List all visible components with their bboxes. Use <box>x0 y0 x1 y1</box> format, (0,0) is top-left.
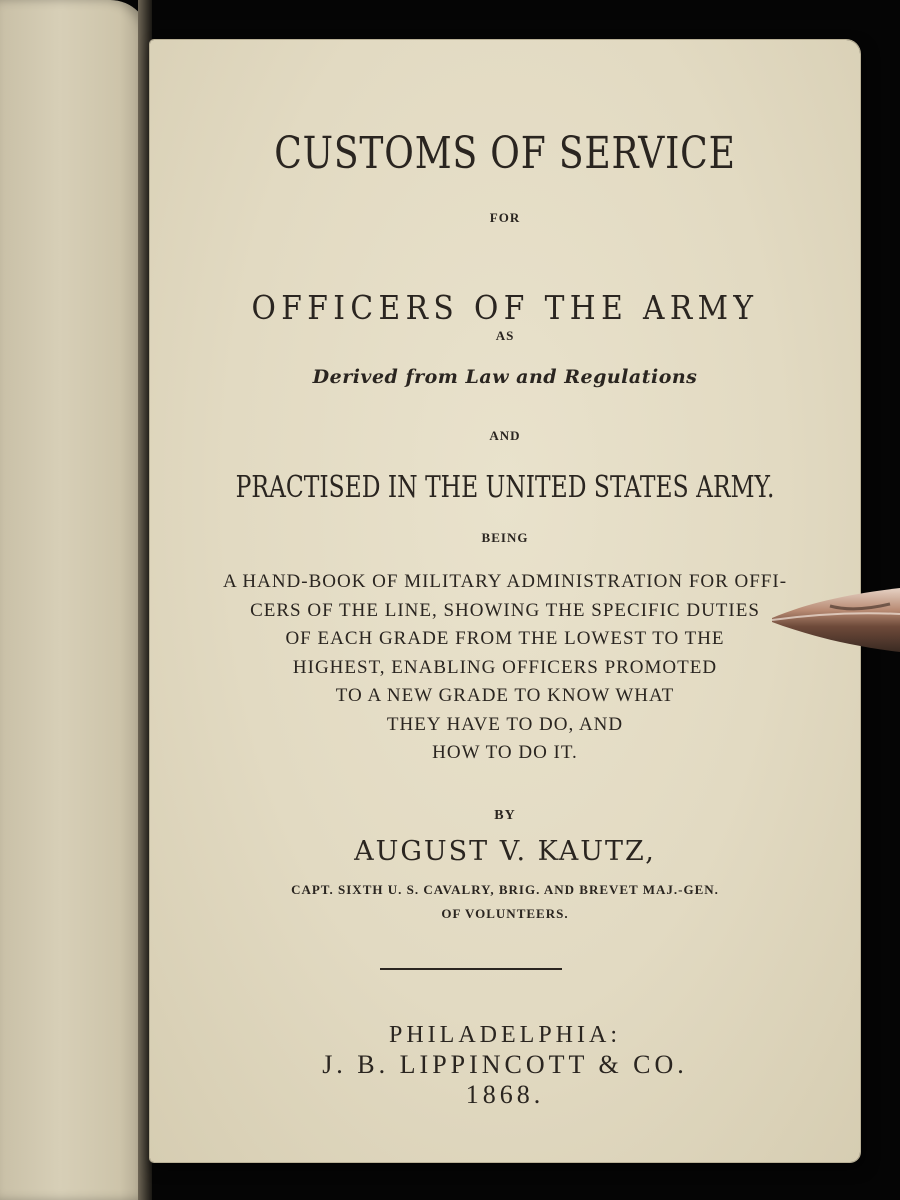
for-label: FOR <box>489 210 521 225</box>
rank-line: CAPT. SIXTH U. S. CAVALRY, BRIG. AND BREVET MAJ.-GEN. <box>291 882 719 897</box>
and-label: AND <box>489 428 521 443</box>
as-label: AS <box>495 328 515 343</box>
book-subtitle: OFFICERS OF THE ARMY <box>251 288 759 327</box>
left-page-edge <box>0 0 150 1200</box>
publisher-name: J. B. LIPPINCOTT & CO. <box>322 1050 688 1079</box>
description-line: HOW TO DO IT. <box>432 742 578 763</box>
description-line: A HAND-BOOK OF MILITARY ADMINISTRATION FOR OFFI- <box>222 571 788 592</box>
title-page <box>150 40 860 1162</box>
book-title: CUSTOMS OF SERVICE <box>274 128 736 179</box>
by-label: BY <box>494 808 516 823</box>
description-line: OF EACH GRADE FROM THE LOWEST TO THE <box>285 628 725 649</box>
divider-rule <box>380 968 562 970</box>
derived-line: Derived from Law and Regulations <box>312 366 698 388</box>
author-name: AUGUST V. KAUTZ, <box>354 836 656 867</box>
description-block <box>150 568 860 768</box>
description-line: CERS OF THE LINE, SHOWING THE SPECIFIC DUTIES <box>250 599 760 621</box>
practised-line: PRACTISED IN THE UNITED STATES ARMY. <box>235 470 775 505</box>
being-label: BEING <box>481 530 529 545</box>
description-line: TO A NEW GRADE TO KNOW WHAT <box>335 685 675 706</box>
author-rank <box>150 878 860 926</box>
metal-pointer-icon <box>770 580 900 660</box>
description-line: HIGHEST, ENABLING OFFICERS PROMOTED <box>292 656 718 678</box>
description-line: THEY HAVE TO DO, AND <box>386 713 624 735</box>
rank-line: OF VOLUNTEERS. <box>441 906 569 921</box>
publication-year: 1868. <box>465 1080 545 1109</box>
publisher-city: PHILADELPHIA: <box>389 1022 621 1048</box>
